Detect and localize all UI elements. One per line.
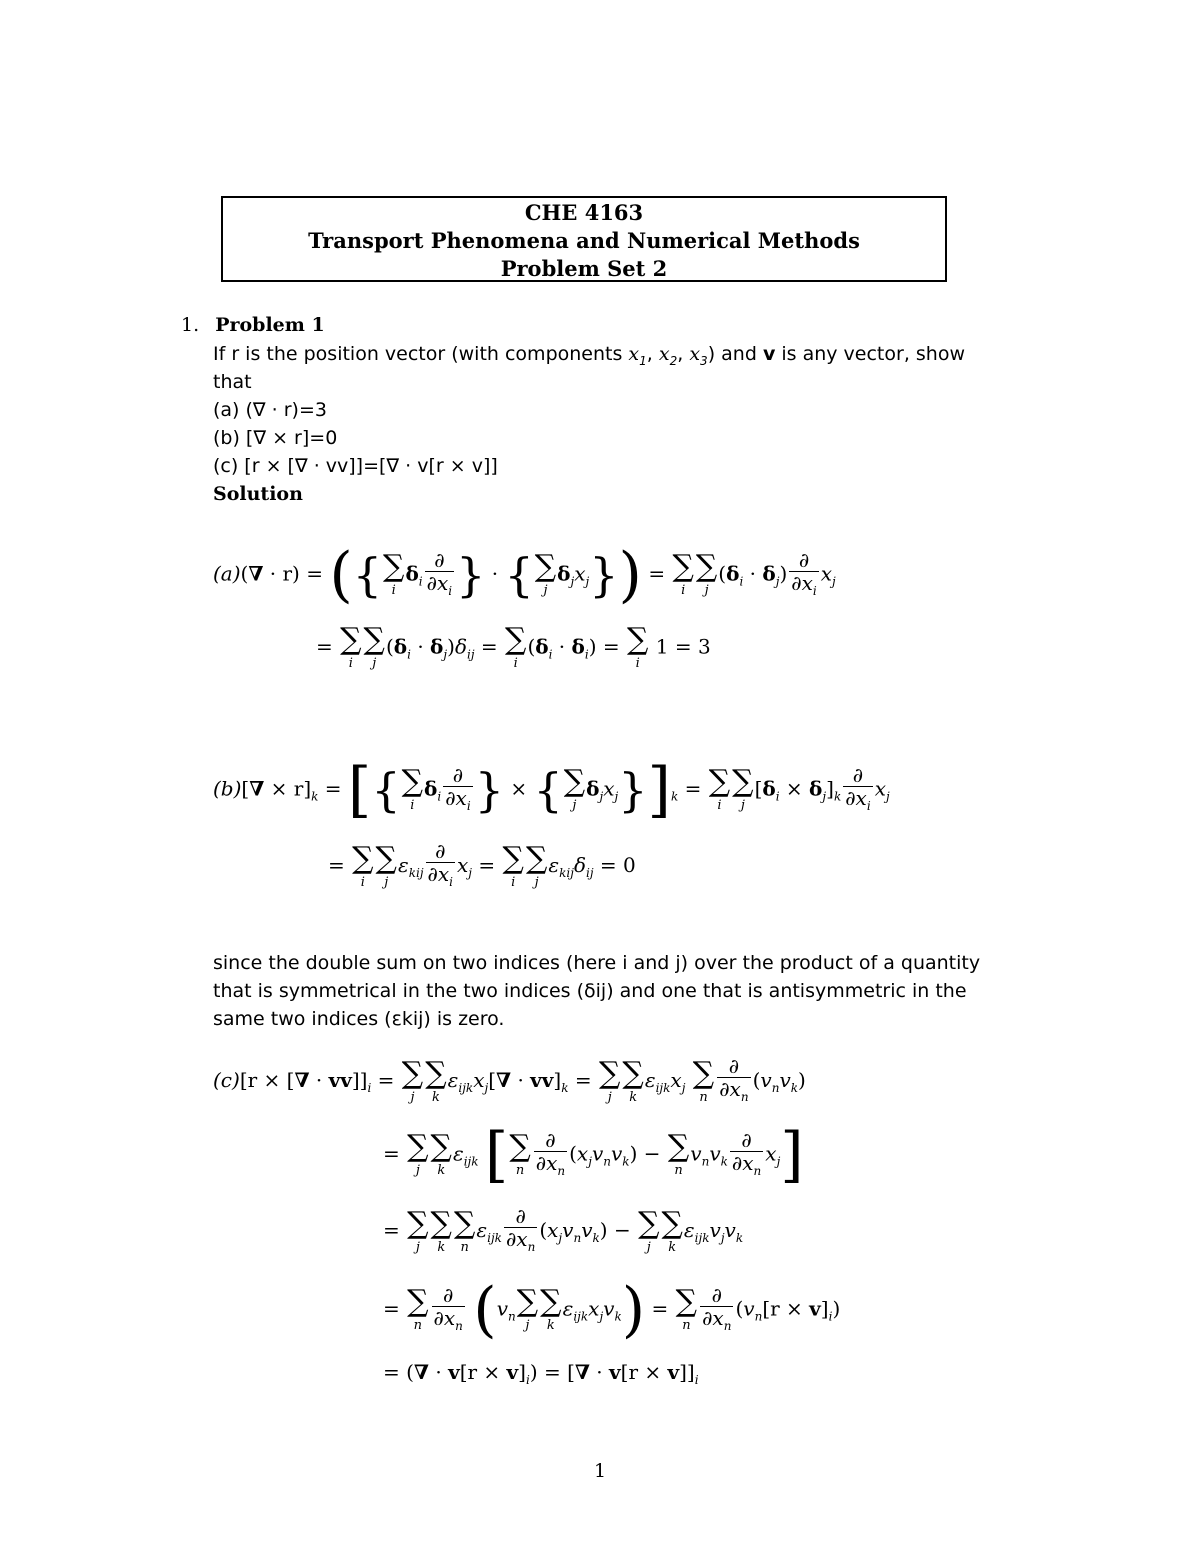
- page-number: 1: [593, 1460, 607, 1482]
- equation-c-line1: (c)[r × [∇ · $vv]]_i$ = ∑ j ∑ k $\varepsilon_{ijk}x_j[\nabla \cdot vv]_k$ = ∑ j ∑ k $\varepsilon_{ijk}x_j$ ∑ n $\frac{\partial}{\partial x_n}$ $(v_nv_k)$: [213, 1055, 806, 1108]
- equation-c-line2: = ∑ j ∑ k $\varepsilon_{ijk}$ [ ∑ n $\frac{\partial}{\partial x_n}$ $(x_jv_nv_k)$ − ∑ n $v_nv_k$ $\frac{\partial}{\partial x_n}$ $x_j$]: [383, 1120, 804, 1190]
- course-code: CHE 4163: [524, 200, 644, 225]
- equation-b-line2: = ∑ i ∑ j $\varepsilon_{kij}$ $\frac{\partial}{\partial x_i}$ $x_j$ = ∑ i ∑ j $\varepsilon_{kij}\delta_{ij} = 0$: [328, 840, 636, 893]
- equation-a-line1: (a)(∇ · r) = ({ ∑ i $\delta_i$ $\frac{\partial}{\partial x_i}$ } · { ∑ j $\delta_jx_j$}) = ∑ i ∑ j $(\delta_i \cdot \delta_j)$ $\frac{\partial}{\partial x_i}$ $x_j$: [213, 540, 836, 610]
- course-title: Transport Phenomena and Numerical Methods: [308, 228, 860, 253]
- equation-c-line3: = ∑ j ∑ k ∑ n $\varepsilon_{ijk}$ $\frac{\partial}{\partial x_n}$ $(x_jv_nv_k)$ − ∑ j ∑ k $\varepsilon_{ijk}v_jv_k$: [383, 1205, 743, 1258]
- explanation-line2: that is symmetrical in the two indices (δij) and one that is antisymmetric in the: [213, 980, 967, 1002]
- title-box: [221, 196, 947, 282]
- problem-heading: Problem 1: [215, 314, 325, 336]
- part-a: (a) (∇ · r)=3: [213, 399, 327, 421]
- part-c: (c) [r × [∇ · vv]]=[∇ · v[r × v]]: [213, 455, 498, 477]
- problem-statement-line2: that: [213, 371, 252, 393]
- explanation-line3: same two indices (εkij) is zero.: [213, 1008, 505, 1030]
- part-b: (b) [∇ × r]=0: [213, 427, 338, 449]
- problem-statement-line1: If r is the position vector (with components $x_1$, $x_2$, $x_3$) and v is any vector, show: [213, 343, 966, 368]
- problem-set-title: Problem Set 2: [500, 256, 668, 281]
- explanation-line1: since the double sum on two indices (here i and j) over the product of a quantity: [213, 952, 981, 974]
- equation-c-line5: = (∇ · $v[r \times v]_i$) = [∇ · $v[r \times v]]_i$: [383, 1360, 699, 1387]
- equation-c-line4: = ∑ n $\frac{\partial}{\partial x_n}$ ($v_n$ ∑ j ∑ k $\varepsilon_{ijk}x_jv_k$) = ∑ n $\frac{\partial}{\partial x_n}$ $(v_n[r \times v]_i)$: [383, 1275, 841, 1345]
- problem-heading-row: [181, 314, 325, 336]
- equation-b-line1: $(b)[\nabla \times r]_k$ = [{ ∑ i $\delta_i$ $\frac{\partial}{\partial x_i}$ } × { ∑ j $\delta_jx_j\}]_k$ = ∑ i ∑ j $[\delta_i \times \delta_j]_k$ $\frac{\partial}{\partial x_i}$ $x_j$: [213, 755, 890, 825]
- equation-a-line2: = ∑ i ∑ j $(\delta_i \cdot \delta_j)\delta_{ij}$ = ∑ i $(\delta_i \cdot \delta_i)$ = ∑ i 1 = 3: [316, 622, 711, 671]
- solution-label: Solution: [213, 483, 303, 505]
- problem-number: 1.: [181, 314, 200, 336]
